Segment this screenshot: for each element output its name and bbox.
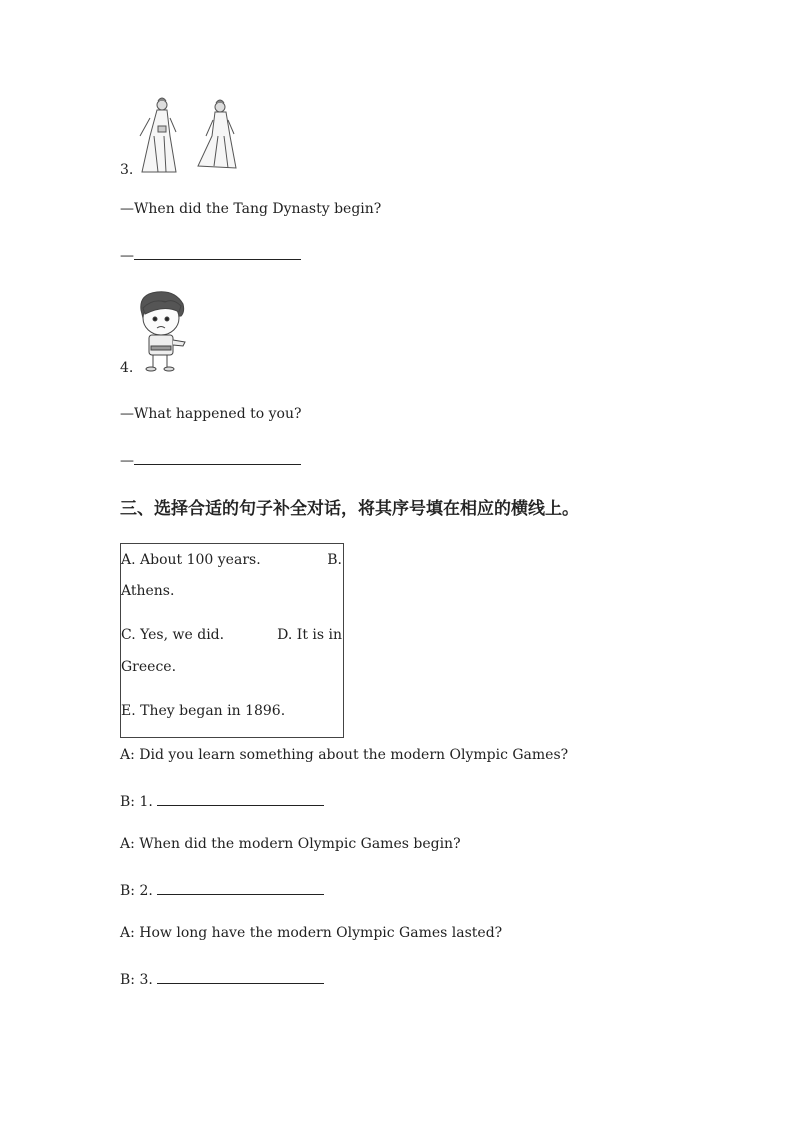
option-b-text: Athens. [121,583,175,599]
injured-boy-illustration-icon [135,290,191,372]
dialogue-line-2 [120,791,324,811]
q3-answer-blank[interactable] [134,245,301,260]
q3-answer-line[interactable] [120,245,301,265]
section3-heading: 三、选择合适的句子补全对话，将其序号填在相应的横线上。 [120,499,579,519]
q4-number: 4. [120,360,134,376]
injured-boy-image [135,290,191,372]
option-e: E. They began in 1896. [121,703,286,719]
q4-answer-dash: — [120,453,134,469]
options-box [120,543,344,738]
dialogue-line-3: A: When did the modern Olympic Games begin? [120,836,461,852]
option-c: C. Yes, we did. [121,627,225,643]
answer-label-3: B: 3. [120,972,153,988]
dialogue-line-4 [120,880,324,900]
tang-ladies-image [136,96,248,176]
q4-answer-blank[interactable] [134,450,301,465]
dialogue-line-5: A: How long have the modern Olympic Games lasted? [120,925,503,941]
answer-label-1: B: 1. [120,794,153,810]
q3-answer-dash: — [120,248,134,264]
q3-number: 3. [120,162,134,178]
dialogue-line-1: A: Did you learn something about the modern Olympic Games? [120,747,569,763]
answer-blank-3[interactable] [157,969,324,984]
option-b-letter: B. [327,552,342,568]
option-a: A. About 100 years. [121,552,261,568]
answer-blank-1[interactable] [157,791,324,806]
two-tang-ladies-illustration-icon [136,96,248,176]
option-d-text: Greece. [121,659,177,675]
dialogue-line-6 [120,969,324,989]
q4-question: —What happened to you? [120,406,302,422]
answer-blank-2[interactable] [157,880,324,895]
option-d-part: D. It is in [277,627,342,643]
q4-answer-line[interactable] [120,450,301,470]
q3-question: —When did the Tang Dynasty begin? [120,201,382,217]
answer-label-2: B: 2. [120,883,153,899]
